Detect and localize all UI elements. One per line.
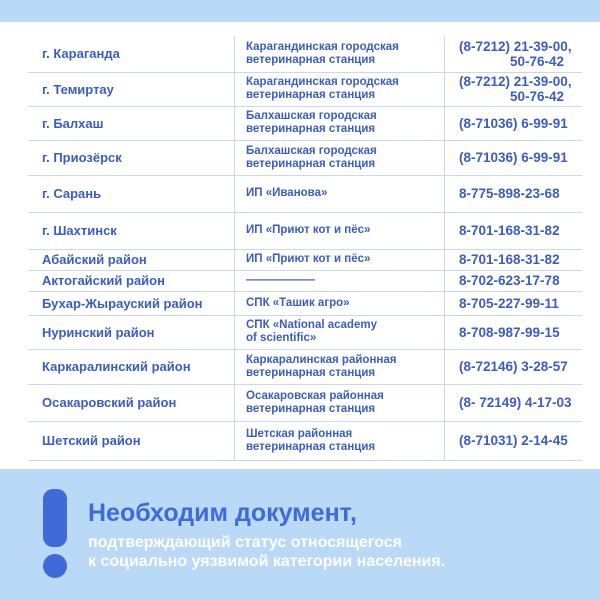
organization-cell <box>235 72 445 106</box>
location-cell: Нуринский район <box>28 315 235 349</box>
organization-cell <box>235 175 445 212</box>
location-cell: г. Караганда <box>28 36 235 72</box>
phone-number: (8-7212) 21-39-00, <box>459 74 572 89</box>
organization-line: ветеринарная станция <box>246 366 376 379</box>
exclamation-bar <box>43 489 67 547</box>
table-body <box>28 36 582 460</box>
organization-line: ветеринарная станция <box>246 89 376 101</box>
table-row <box>28 421 582 460</box>
table-row <box>28 249 582 270</box>
phone-cell <box>445 212 583 249</box>
phone-cell <box>445 36 583 72</box>
phone-number: 8-702-623-17-78 <box>459 273 560 288</box>
exclamation-dot <box>43 554 67 578</box>
location-cell: Каркаралинский район <box>28 349 235 384</box>
notice-body <box>88 533 445 571</box>
table-row <box>28 270 582 291</box>
contacts-card <box>0 22 600 469</box>
phone-number: 8-701-168-31-82 <box>459 223 560 238</box>
table-row <box>28 384 582 421</box>
organization-line: of scientific» <box>246 332 317 344</box>
organization-line: СПК «National academy <box>246 319 377 331</box>
table-row <box>28 349 582 384</box>
organization-line: ИП «Приют кот и пёс» <box>246 253 371 265</box>
location-cell: г. Темиртау <box>28 72 235 106</box>
phone-number: 8-708-987-99-15 <box>459 324 560 340</box>
organization-line: ветеринарная станция <box>246 53 376 66</box>
phone-cell <box>445 349 583 384</box>
phone-number: 8-705-227-99-11 <box>459 295 559 311</box>
table-row <box>28 106 582 140</box>
organization-line: СПК «Ташик агро» <box>246 296 350 309</box>
phone-number: (8- 72149) 4-17-03 <box>459 395 572 410</box>
organization-line: —————— <box>246 274 315 286</box>
location-cell: Шетский район <box>28 421 235 460</box>
organization-line: Балхашская городская <box>246 110 377 122</box>
location-cell: Бухар-Жырауский район <box>28 291 235 315</box>
organization-line: Карагандинская городская <box>246 76 399 88</box>
organization-line: ИП «Приют кот и пёс» <box>246 224 371 236</box>
exclamation-icon <box>40 489 70 579</box>
phone-cell <box>445 175 583 212</box>
phone-number: (8-71031) 2-14-45 <box>459 433 568 448</box>
phone-cell <box>445 72 583 106</box>
organization-cell <box>235 212 445 249</box>
table-row <box>28 36 582 72</box>
organization-line: Карагандинская городская <box>246 40 399 53</box>
organization-line: Осакаровская районная <box>246 389 384 402</box>
location-cell: г. Сарань <box>28 175 235 212</box>
table-row <box>28 72 582 106</box>
organization-cell <box>235 349 445 384</box>
organization-cell <box>235 140 445 175</box>
phone-cell <box>445 270 583 291</box>
location-cell: г. Приозёрск <box>28 140 235 175</box>
organization-cell <box>235 106 445 140</box>
location-cell: Осакаровский район <box>28 384 235 421</box>
phone-number: 8-701-168-31-82 <box>459 252 560 267</box>
notice-banner <box>0 469 600 600</box>
vet-stations-table <box>28 36 582 461</box>
phone-cell <box>445 140 583 175</box>
phone-number: 8-775-898-23-68 <box>459 186 560 201</box>
location-cell: Актогайский район <box>28 270 235 291</box>
phone-number: (8-71036) 6-99-91 <box>459 150 568 165</box>
table-row <box>28 140 582 175</box>
organization-line: Шетская районная <box>246 427 353 440</box>
phone-number: (8-71036) 6-99-91 <box>459 115 568 131</box>
phone-number: 50-76-42 <box>509 53 564 69</box>
table-row <box>28 175 582 212</box>
phone-cell <box>445 421 583 460</box>
organization-line: Балхашская городская <box>246 144 377 157</box>
phone-number: (8-72146) 3-28-57 <box>459 359 568 374</box>
phone-number: (8-7212) 21-39-00, <box>459 38 572 54</box>
organization-line: Каркаралинская районная <box>246 353 397 366</box>
phone-cell <box>445 291 583 315</box>
phone-number: 50-76-42 <box>509 89 564 104</box>
organization-cell <box>235 270 445 291</box>
location-cell: г. Балхаш <box>28 106 235 140</box>
organization-line: ветеринарная станция <box>246 440 376 453</box>
phone-cell <box>445 384 583 421</box>
organization-line: ветеринарная станция <box>246 157 376 170</box>
organization-cell <box>235 36 445 72</box>
table-row <box>28 212 582 249</box>
organization-line: ИП «Иванова» <box>246 187 328 199</box>
phone-cell <box>445 106 583 140</box>
organization-cell <box>235 291 445 315</box>
organization-cell <box>235 249 445 270</box>
organization-line: ветеринарная станция <box>246 123 376 135</box>
notice-line-1: подтверждающий статус относящегося <box>88 534 403 551</box>
phone-cell <box>445 249 583 270</box>
table-row <box>28 291 582 315</box>
phone-cell <box>445 315 583 349</box>
notice-line-2: к социально уязвимой категории населения. <box>88 553 446 570</box>
organization-line: ветеринарная станция <box>246 402 376 415</box>
table-row <box>28 315 582 349</box>
organization-cell <box>235 421 445 460</box>
location-cell: Абайский район <box>28 249 235 270</box>
organization-cell <box>235 315 445 349</box>
notice-title: Необходим документ, <box>88 499 357 527</box>
location-cell: г. Шахтинск <box>28 212 235 249</box>
organization-cell <box>235 384 445 421</box>
